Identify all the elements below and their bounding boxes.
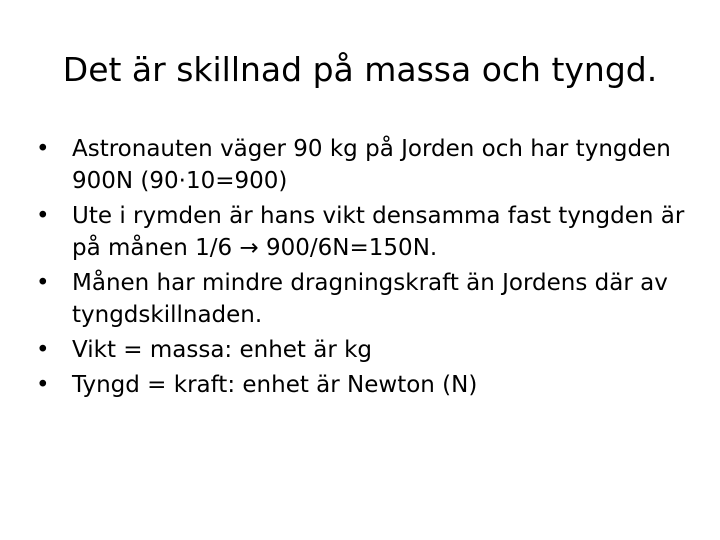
bullet-text: Vikt = massa: enhet är kg: [72, 337, 373, 363]
bullet-item: [36, 133, 686, 197]
bullet-icon: •: [36, 337, 50, 363]
bullet-icon: •: [36, 372, 50, 398]
bullet-text: Månen har mindre dragningskraft än Jordens där av tyngdskillnaden.: [72, 270, 668, 328]
bullet-item: [36, 334, 686, 366]
bullet-icon: •: [36, 136, 50, 162]
bullet-text: Tyngd = kraft: enhet är Newton (N): [72, 372, 478, 398]
bullet-list: [36, 133, 686, 404]
bullet-item: [36, 369, 686, 401]
bullet-text: Astronauten väger 90 kg på Jorden och har tyngden 900N (90·10=900): [72, 136, 671, 194]
bullet-item: [36, 200, 686, 264]
bullet-icon: •: [36, 270, 50, 296]
bullet-item: [36, 267, 686, 331]
slide-title: Det är skillnad på massa och tyngd.: [62, 50, 658, 89]
bullet-icon: •: [36, 203, 50, 229]
bullet-text: Ute i rymden är hans vikt densamma fast tyngden är på månen 1/6 → 900/6N=150N.: [72, 203, 685, 261]
